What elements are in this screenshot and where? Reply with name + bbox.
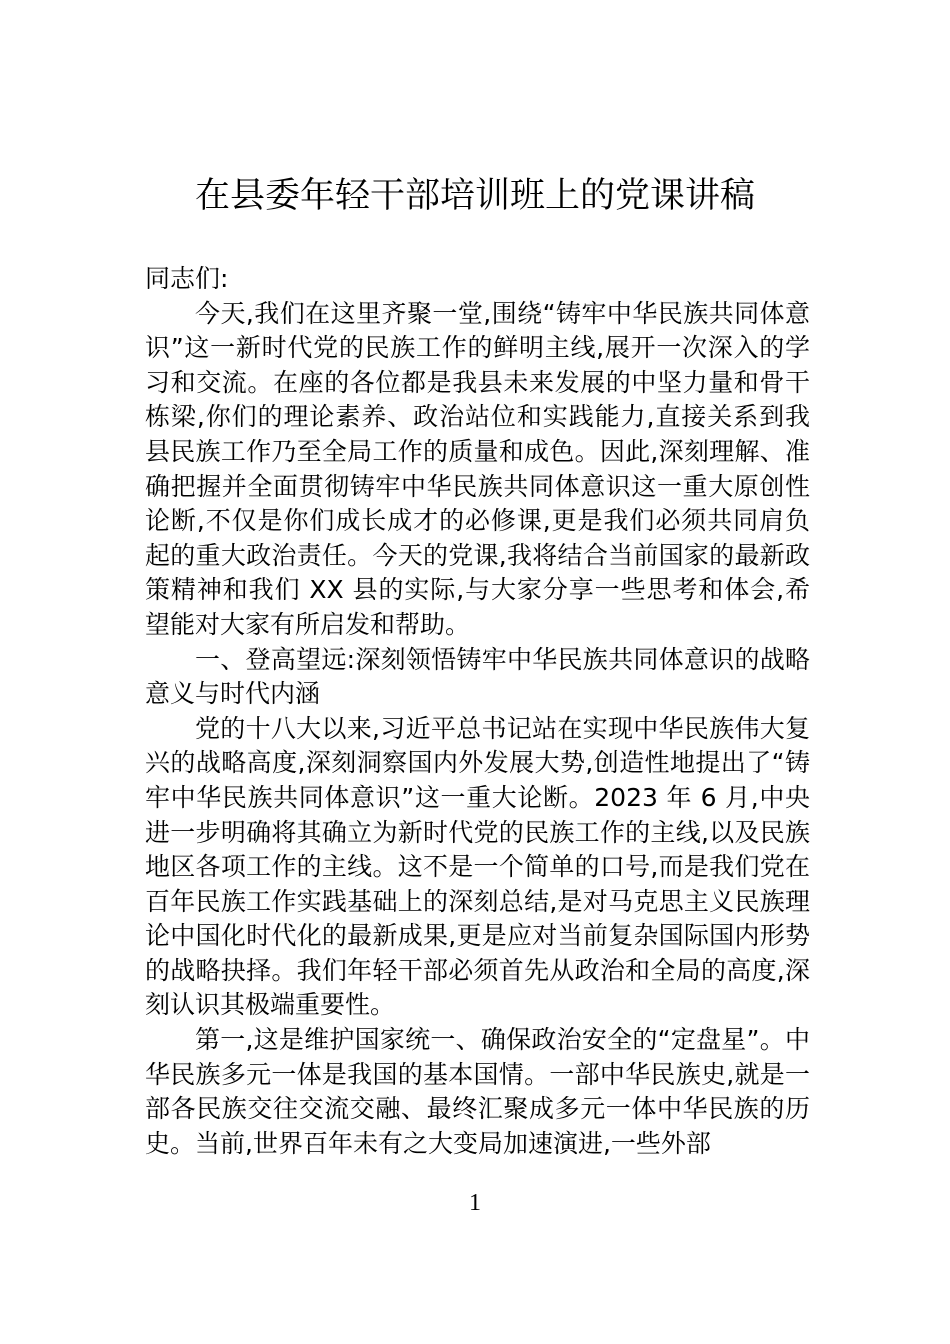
document-title: 在县委年轻干部培训班上的党课讲稿 <box>194 176 755 216</box>
page-number: 1 <box>469 1190 481 1216</box>
paragraph-point-1: 第一,这是维护国家统一、确保政治安全的“定盘星”。中华民族多元一体是我国的基本国情。一部中华民族史,就是一部各民族交往交流交融、最终汇聚成多元一体中华民族的历史。当前,世界百年未有之大变局加速演进,一些外部 <box>145 1025 810 1158</box>
document-body <box>145 262 810 1161</box>
paragraph-intro: 今天,我们在这里齐聚一堂,围绕“铸牢中华民族共同体意识”这一新时代党的民族工作的鲜明主线,展开一次深入的学习和交流。在座的各位都是我县未来发展的中坚力量和骨干栋梁,你们的理论素养、政治站位和实践能力,直接关系到我县民族工作乃至全局工作的质量和成色。因此,深刻理解、准确把握并全面贯彻铸牢中华民族共同体意识这一重大原创性论断,不仅是你们成长成才的必修课,更是我们必须共同肩负起的重大政治责任。今天的党课,我将结合当前国家的最新政策精神和我们 XX 县的实际,与大家分享一些思考和体会,希望能对大家有所启发和帮助。 <box>145 298 810 639</box>
section-heading-1: 一、登高望远:深刻领悟铸牢中华民族共同体意识的战略意义与时代内涵 <box>145 644 810 709</box>
salutation: 同志们: <box>145 264 229 293</box>
paragraph-background: 党的十八大以来,习近平总书记站在实现中华民族伟大复兴的战略高度,深刻洞察国内外发展大势,创造性地提出了“铸牢中华民族共同体意识”这一重大论断。2023 年 6 月,中央进一步明确将其确立为新时代党的民族工作的主线,以及民族地区各项工作的主线。这不是一个简单的口号,而是我们党在百年民族工作实践基础上的深刻总结,是对马克思主义民族理论中国化时代化的最新成果,更是应对当前复杂国际国内形势的战略抉择。我们年轻干部必须首先从政治和全局的高度,深刻认识其极端重要性。 <box>145 713 810 1020</box>
